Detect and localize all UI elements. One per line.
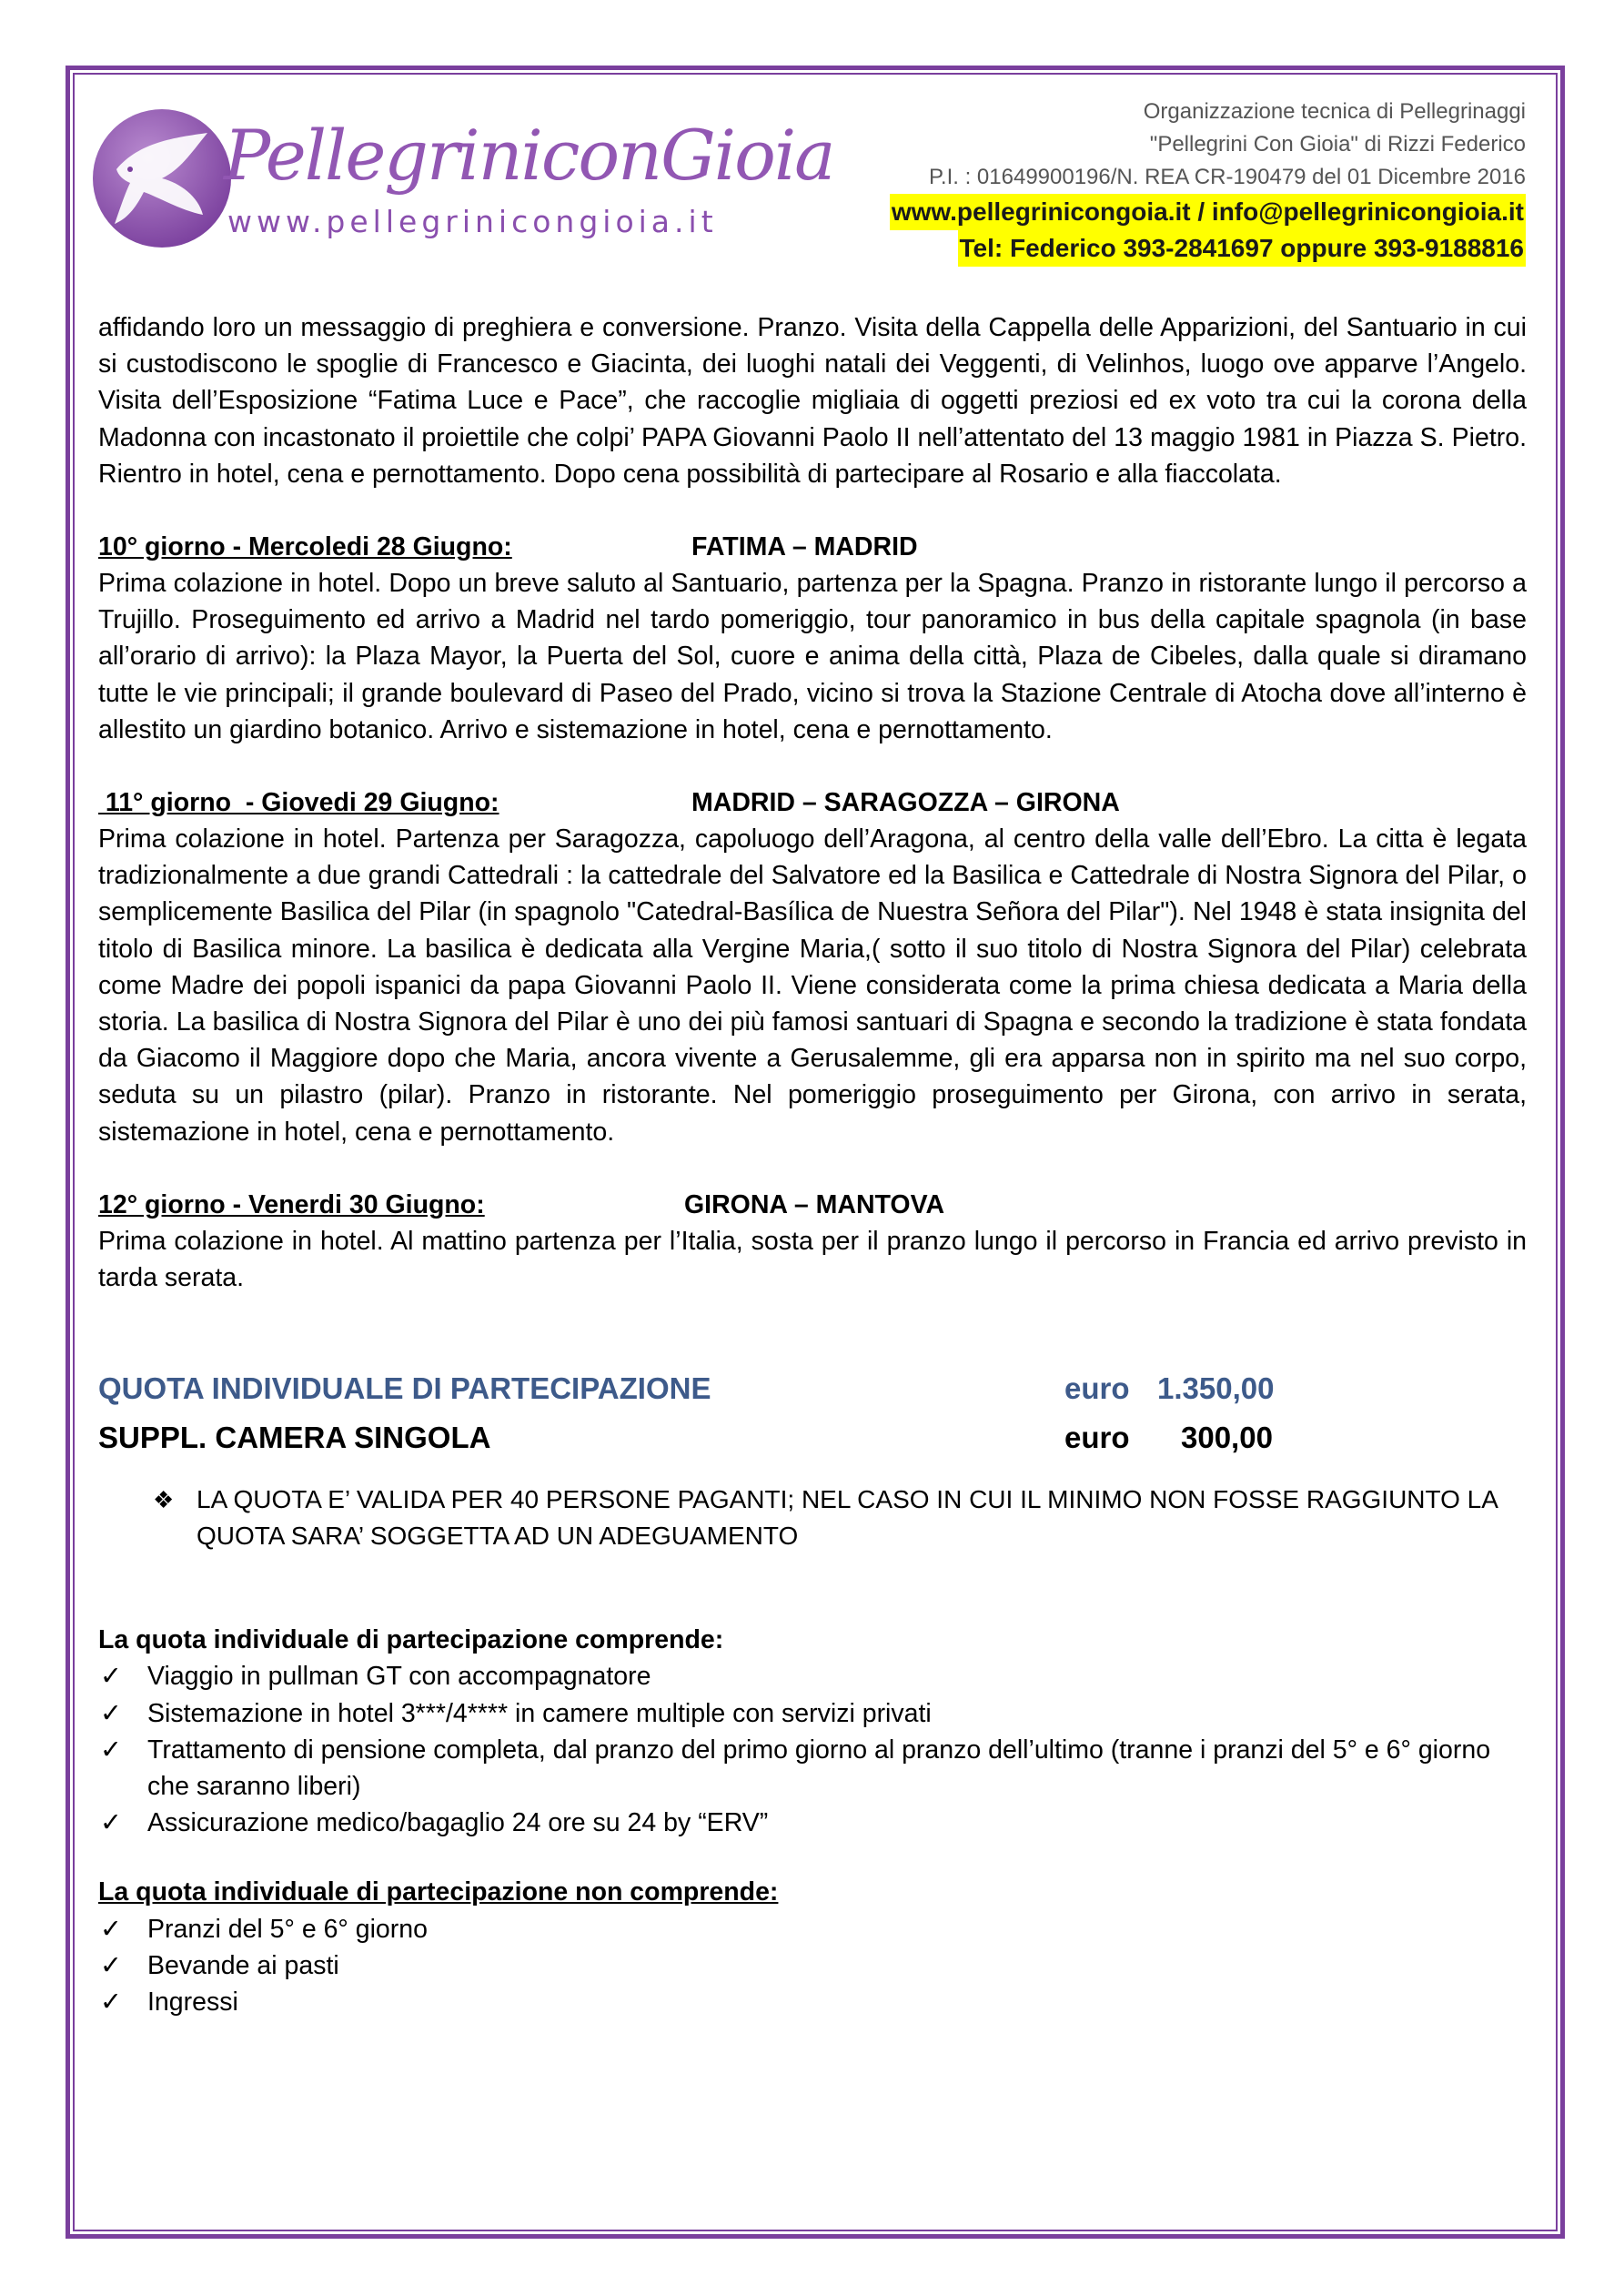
quota-label: QUOTA INDIVIDUALE DI PARTECIPAZIONE — [98, 1371, 711, 1406]
organization-info — [890, 96, 1526, 267]
list-item: ✓ Viaggio in pullman GT con accompagnatore — [98, 1658, 1527, 1694]
org-line-2: "Pellegrini Con Gioia" di Rizzi Federico — [1149, 132, 1526, 157]
quota-row — [98, 1371, 1527, 1420]
check-icon: ✓ — [100, 1914, 122, 1944]
day-10-label: 10° giorno - Mercoledi 28 Giugno: — [98, 532, 512, 562]
list-item: ✓ Bevande ai pasti — [98, 1947, 1527, 1984]
day-12-text: Prima colazione in hotel. Al mattino partenza per l’Italia, sosta per il pranzo lungo il percorso in Francia ed arrivo previsto in tarda serata. — [98, 1226, 1527, 1293]
quota-currency: euro — [1064, 1371, 1130, 1406]
contact-phone: Tel: Federico 393-2841697 oppure 393-9188816 — [958, 230, 1527, 267]
list-item: ✓ Assicurazione medico/bagaglio 24 ore su 24 by “ERV” — [98, 1805, 1527, 1841]
diamond-bullet-icon: ❖ — [153, 1486, 175, 1514]
day-11-label: 11° giorno - Giovedi 29 Giugno: — [98, 788, 499, 818]
list-item: ✓ Ingressi — [98, 1984, 1527, 2020]
check-icon: ✓ — [100, 1698, 122, 1728]
single-amount: 300,00 — [1181, 1421, 1273, 1455]
logo — [89, 106, 834, 251]
single-currency: euro — [1064, 1421, 1130, 1455]
excludes-title: La quota individuale di partecipazione non comprende: — [98, 1877, 779, 1907]
quota-amount: 1.350,00 — [1157, 1371, 1275, 1406]
dove-logo-icon — [89, 106, 235, 251]
quota-note — [98, 1482, 1527, 1554]
check-icon: ✓ — [100, 1950, 122, 1980]
includes-title: La quota individuale di partecipazione comprende: — [98, 1625, 724, 1655]
list-item: ✓ Sistemazione in hotel 3***/4**** in camere multiple con servizi privati — [98, 1695, 1527, 1732]
day-11-text: Prima colazione in hotel. Partenza per Saragozza, capoluogo dell’Aragona, al centro della valle dell’Ebro. La citta è legata tradizionalmente a due grandi Cattedrali : la cattedrale del Salvatore ed la Basilica e Cattedrale di Nostra Signora del Pilar, o semplicemente Basilica del Pilar (in spagnolo "Catedral-Basílica de Nuestra Señora del Pilar"). Nel 1948 è stata insignita del titolo di Basilica minore. La basilica è dedicata alla Vergine Maria,( sotto il suo titolo di Nostra Signora del Pilar) celebrata come Madre dei popoli ispanici da papa Giovanni Paolo II. Viene considerata come la prima chiesa dedicata a Maria della storia. La basilica di Nostra Signora del Pilar è uno dei più famosi santuari di Spagna e secondo la tradizione è stata fondata da Giacomo il Maggiore dopo che Maria, ancora vivente a Gerusalemme, gli era apparsa non in spirito ma nel suo corpo, seduta su un pilastro (pilar). Pranzo in ristorante. Nel pomeriggio proseguimento per Girona, con arrivo in serata, sistemazione in hotel, cena e pernottamento. — [98, 824, 1527, 1147]
check-icon: ✓ — [100, 1808, 122, 1838]
org-line-1: Organizzazione tecnica di Pellegrinaggi — [1143, 99, 1526, 124]
check-icon: ✓ — [100, 1735, 122, 1765]
day-12-route: GIRONA – MANTOVA — [684, 1189, 945, 1219]
list-item: ✓ Pranzi del 5° e 6° giorno — [98, 1911, 1527, 1947]
single-supplement-row — [98, 1420, 1527, 1469]
includes-list — [98, 1658, 1527, 1841]
logo-brand-text: PellegriniconGioia — [224, 115, 834, 196]
itinerary-content — [98, 309, 1527, 2020]
day-10-route: FATIMA – MADRID — [691, 532, 918, 562]
day-12-label: 12° giorno - Venerdi 30 Giugno: — [98, 1189, 485, 1219]
day-10-text: Prima colazione in hotel. Dopo un breve saluto al Santuario, partenza per la Spagna. Pranzo in ristorante lungo il percorso a Trujillo. Proseguimento ed arrivo a Madrid nel tardo pomeriggio, tour panoramico in bus della capitale spagnola (in base all’orario di arrivo): la Plaza Mayor, la Puerta del Sol, cuore e anima della città, Plaza de Cibeles, dalla quale si diramano tutte le vie principali; il grande boulevard di Paseo del Prado, vicino si trova la Stazione Centrale di Atocha dove all’interno è allestito un giardino botanico. Arrivo e sistemazione in hotel, cena e pernottamento. — [98, 569, 1527, 744]
quota-note-text: LA QUOTA E’ VALIDA PER 40 PERSONE PAGANTI; NEL CASO IN CUI IL MINIMO NON FOSSE RAGGIUNTO LA QUOTA SARA’ SOGGETTA AD UN ADEGUAMENTO — [197, 1485, 1498, 1551]
list-item: ✓ Trattamento di pensione completa, dal pranzo del primo giorno al pranzo dell’ultimo (tranne i pranzi del 5° e 6° giorno che saranno liberi) — [98, 1732, 1527, 1805]
excludes-list — [98, 1911, 1527, 2021]
check-icon: ✓ — [100, 1988, 122, 2018]
day-11-title — [98, 784, 1527, 821]
day-12-title — [98, 1187, 1527, 1223]
check-icon: ✓ — [100, 1662, 122, 1692]
logo-url-text: www.pellegrinicongioia.it — [227, 204, 718, 239]
day-11-route: MADRID – SARAGOZZA – GIRONA — [691, 788, 1120, 818]
single-label: SUPPL. CAMERA SINGOLA — [98, 1421, 491, 1455]
day-10-title — [98, 529, 1527, 565]
intro-paragraph: affidando loro un messaggio di preghiera e conversione. Pranzo. Visita della Cappella delle Apparizioni, del Santuario in cui si custodiscono le spoglie di Francesco e Giacinta, dei luoghi natali dei Veggenti, di Velinhos, luogo ove apparve l’Angelo. Visita dell’Esposizione “Fatima Luce e Pace”, che raccoglie migliaia di oggetti preziosi ed ex voto tra cui la corona della Madonna con incastonato il proiettile che colpi’ PAPA Giovanni Paolo II nell’attentato del 13 maggio 1981 in Piazza S. Pietro. Rientro in hotel, cena e pernottamento. Dopo cena possibilità di partecipare al Rosario e alla fiaccolata. — [98, 313, 1527, 489]
contact-web-email: www.pellegrinicongoia.it / info@pellegrinicongioia.it — [890, 194, 1526, 230]
org-line-3: P.I. : 01649900196/N. REA CR-190479 del 01 Dicembre 2016 — [929, 165, 1526, 189]
